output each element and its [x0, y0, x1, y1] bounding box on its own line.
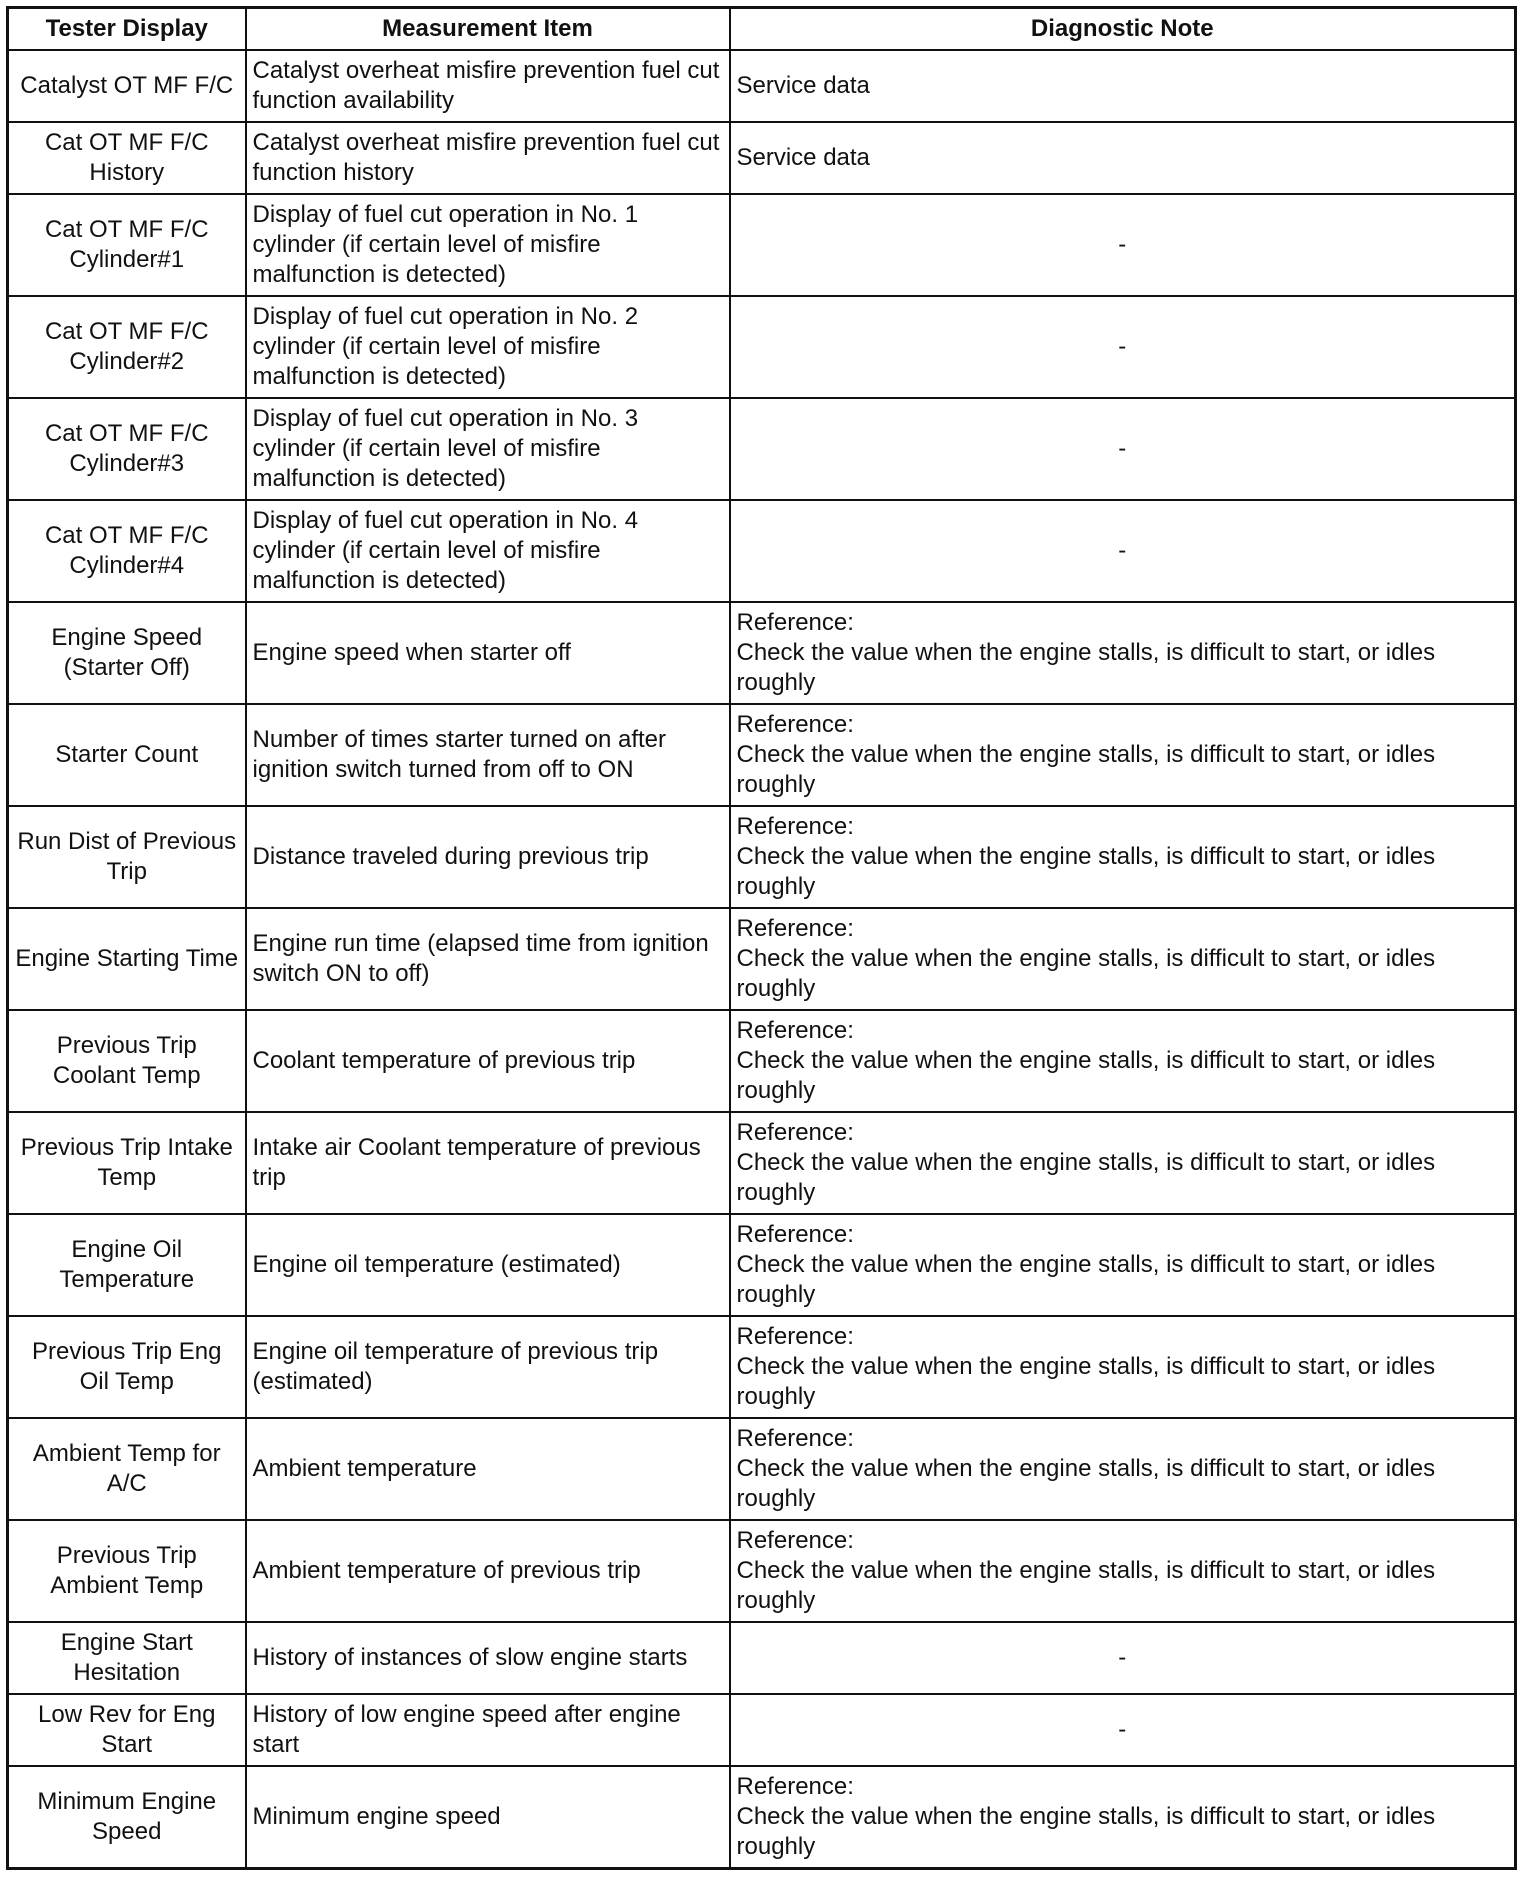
table-row	[8, 1418, 1516, 1520]
diagnostic-note-line: Service data	[736, 72, 870, 99]
diagnostic-note-line: -	[1118, 435, 1127, 462]
diagnostic-note-line: Reference:	[736, 1772, 854, 1800]
table-row	[8, 122, 1516, 194]
diagnostic-note-line: -	[1118, 1644, 1127, 1671]
table-row	[8, 602, 1516, 704]
table-row	[8, 704, 1516, 806]
measurement-item-cell: Engine oil temperature of previous trip (estimated)	[246, 1316, 730, 1418]
tester-display-cell: Run Dist of Previous Trip	[8, 806, 246, 908]
measurement-item-cell: Coolant temperature of previous trip	[246, 1010, 730, 1112]
tester-display-cell: Catalyst OT MF F/C	[8, 50, 246, 122]
measurement-item-cell: History of low engine speed after engine start	[246, 1694, 730, 1766]
measurement-item-cell: Distance traveled during previous trip	[246, 806, 730, 908]
table-body	[8, 50, 1516, 1868]
tester-display-cell: Minimum Engine Speed	[8, 1766, 246, 1868]
diagnostic-note-cell	[730, 296, 1516, 398]
diagnostic-note-cell	[730, 806, 1516, 908]
diagnostic-note-cell	[730, 908, 1516, 1010]
diagnostic-note-cell	[730, 1520, 1516, 1622]
table-header-row	[8, 8, 1516, 51]
diagnostic-note-line: Check the value when the engine stalls, is difficult to start, or idles roughly	[736, 1557, 1436, 1614]
diagnostic-note-line: Check the value when the engine stalls, is difficult to start, or idles roughly	[736, 1251, 1436, 1308]
tester-display-cell: Previous Trip Ambient Temp	[8, 1520, 246, 1622]
diagnostic-note-line: Check the value when the engine stalls, is difficult to start, or idles roughly	[736, 945, 1436, 1002]
table-row	[8, 50, 1516, 122]
tester-display-cell: Engine Start Hesitation	[8, 1622, 246, 1694]
table-row	[8, 194, 1516, 296]
diagnostic-note-cell	[730, 1622, 1516, 1694]
diagnostic-note-line: Check the value when the engine stalls, is difficult to start, or idles roughly	[736, 1802, 1436, 1860]
tester-display-cell: Engine Oil Temperature	[8, 1214, 246, 1316]
table-row	[8, 1010, 1516, 1112]
tester-display-cell: Engine Speed (Starter Off)	[8, 602, 246, 704]
measurement-item-cell: Ambient temperature	[246, 1418, 730, 1520]
diagnostic-note-line: -	[1118, 333, 1127, 360]
header-tester-display: Tester Display	[8, 8, 246, 51]
diagnostic-note-cell	[730, 1418, 1516, 1520]
tester-display-cell: Cat OT MF F/C History	[8, 122, 246, 194]
measurement-item-cell: History of instances of slow engine starts	[246, 1622, 730, 1694]
measurement-item-cell: Engine oil temperature (estimated)	[246, 1214, 730, 1316]
measurement-item-cell: Display of fuel cut operation in No. 3 cylinder (if certain level of misfire malfunction is detected)	[246, 398, 730, 500]
tester-display-cell: Previous Trip Eng Oil Temp	[8, 1316, 246, 1418]
diagnostic-note-cell	[730, 1766, 1516, 1868]
diagnostic-note-line: Reference:	[736, 711, 854, 738]
diagnostic-note-line: Check the value when the engine stalls, is difficult to start, or idles roughly	[736, 741, 1436, 798]
diagnostic-data-table	[6, 6, 1517, 1870]
diagnostic-note-line: Check the value when the engine stalls, is difficult to start, or idles roughly	[736, 639, 1436, 696]
table-row	[8, 1520, 1516, 1622]
table-row	[8, 398, 1516, 500]
tester-display-cell: Previous Trip Coolant Temp	[8, 1010, 246, 1112]
tester-display-cell: Ambient Temp for A/C	[8, 1418, 246, 1520]
diagnostic-note-line: Reference:	[736, 1119, 854, 1146]
tester-display-cell: Cat OT MF F/C Cylinder#1	[8, 194, 246, 296]
tester-display-cell: Starter Count	[8, 704, 246, 806]
measurement-item-cell: Engine run time (elapsed time from ignition switch ON to off)	[246, 908, 730, 1010]
diagnostic-note-cell	[730, 500, 1516, 602]
measurement-item-cell: Engine speed when starter off	[246, 602, 730, 704]
table-row	[8, 1622, 1516, 1694]
diagnostic-note-cell	[730, 1316, 1516, 1418]
measurement-item-cell: Intake air Coolant temperature of previous trip	[246, 1112, 730, 1214]
diagnostic-note-cell	[730, 1112, 1516, 1214]
measurement-item-cell: Display of fuel cut operation in No. 2 cylinder (if certain level of misfire malfunction is detected)	[246, 296, 730, 398]
diagnostic-note-cell	[730, 1010, 1516, 1112]
diagnostic-note-cell	[730, 1214, 1516, 1316]
diagnostic-note-line: Check the value when the engine stalls, is difficult to start, or idles roughly	[736, 1047, 1436, 1104]
tester-display-cell: Cat OT MF F/C Cylinder#3	[8, 398, 246, 500]
measurement-item-cell: Number of times starter turned on after ignition switch turned from off to ON	[246, 704, 730, 806]
diagnostic-note-line: Reference:	[736, 813, 854, 840]
diagnostic-note-line: -	[1118, 231, 1127, 258]
measurement-item-cell: Display of fuel cut operation in No. 4 cylinder (if certain level of misfire malfunction is detected)	[246, 500, 730, 602]
diagnostic-note-line: Reference:	[736, 609, 854, 636]
diagnostic-note-line: Reference:	[736, 1527, 854, 1554]
table-row	[8, 806, 1516, 908]
diagnostic-note-line: Reference:	[736, 1323, 854, 1350]
tester-display-cell: Cat OT MF F/C Cylinder#2	[8, 296, 246, 398]
diagnostic-note-line: Check the value when the engine stalls, is difficult to start, or idles roughly	[736, 1353, 1436, 1410]
diagnostic-note-line: Reference:	[736, 1425, 854, 1452]
diagnostic-note-line: Reference:	[736, 915, 854, 942]
diagnostic-note-line: Check the value when the engine stalls, is difficult to start, or idles roughly	[736, 843, 1436, 900]
tester-display-cell: Cat OT MF F/C Cylinder#4	[8, 500, 246, 602]
table-row	[8, 500, 1516, 602]
table-row	[8, 1214, 1516, 1316]
diagnostic-note-line: Check the value when the engine stalls, is difficult to start, or idles roughly	[736, 1455, 1436, 1512]
diagnostic-note-line: -	[1118, 537, 1127, 564]
header-measurement-item: Measurement Item	[246, 8, 730, 51]
table-row	[8, 1316, 1516, 1418]
tester-display-cell: Low Rev for Eng Start	[8, 1694, 246, 1766]
diagnostic-note-cell	[730, 194, 1516, 296]
diagnostic-note-cell	[730, 398, 1516, 500]
diagnostic-note-cell	[730, 704, 1516, 806]
measurement-item-cell: Catalyst overheat misfire prevention fuel cut function availability	[246, 50, 730, 122]
table-row	[8, 296, 1516, 398]
measurement-item-cell: Catalyst overheat misfire prevention fuel cut function history	[246, 122, 730, 194]
tester-display-cell: Previous Trip Intake Temp	[8, 1112, 246, 1214]
table-row	[8, 1694, 1516, 1766]
diagnostic-note-line: Check the value when the engine stalls, is difficult to start, or idles roughly	[736, 1149, 1436, 1206]
diagnostic-note-cell	[730, 122, 1516, 194]
diagnostic-note-line: Reference:	[736, 1017, 854, 1044]
diagnostic-note-cell	[730, 602, 1516, 704]
measurement-item-cell: Display of fuel cut operation in No. 1 cylinder (if certain level of misfire malfunction is detected)	[246, 194, 730, 296]
table-row	[8, 1112, 1516, 1214]
diagnostic-note-line: Service data	[736, 144, 870, 171]
diagnostic-note-cell	[730, 1694, 1516, 1766]
table-row	[8, 1766, 1516, 1868]
tester-display-cell: Engine Starting Time	[8, 908, 246, 1010]
header-diagnostic-note: Diagnostic Note	[730, 8, 1516, 51]
diagnostic-note-line: Reference:	[736, 1221, 854, 1248]
measurement-item-cell: Ambient temperature of previous trip	[246, 1520, 730, 1622]
table-row	[8, 908, 1516, 1010]
diagnostic-note-cell	[730, 50, 1516, 122]
diagnostic-note-line: -	[1118, 1716, 1127, 1743]
measurement-item-cell: Minimum engine speed	[246, 1766, 730, 1868]
